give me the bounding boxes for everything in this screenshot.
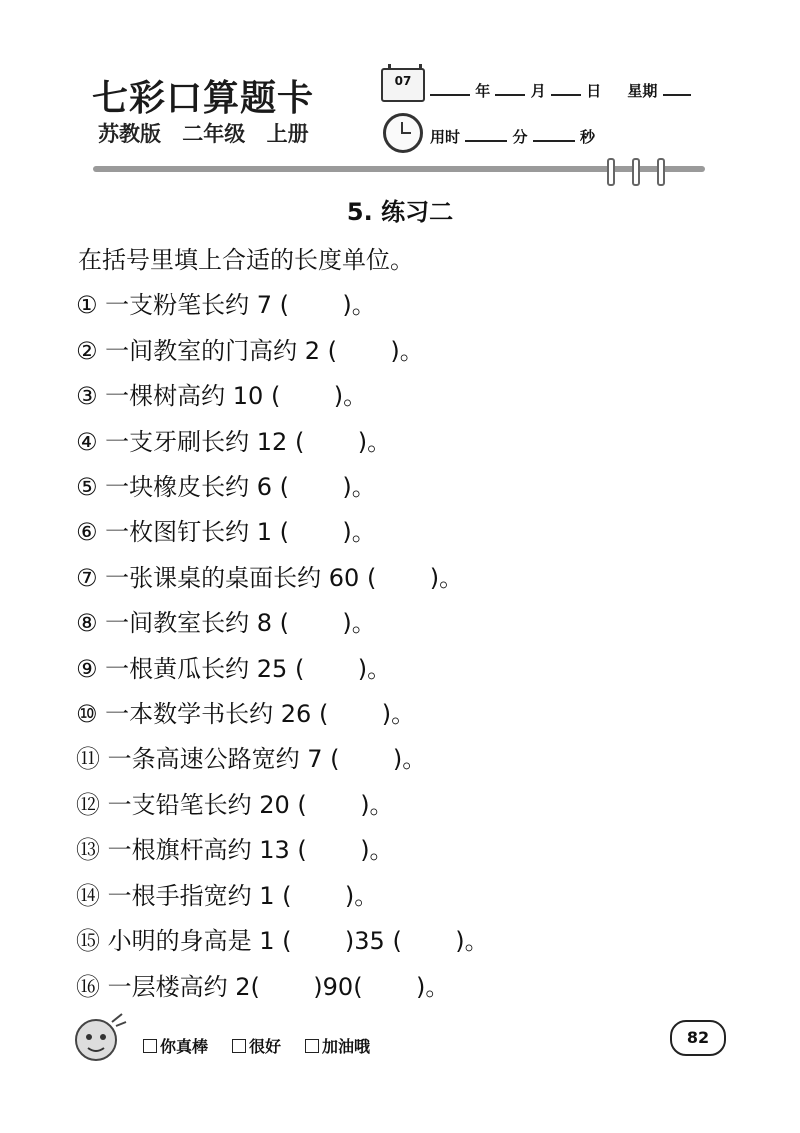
question-item[interactable]: ④ 一支牙刷长约 12 ( )。 <box>76 428 392 456</box>
day-blank[interactable] <box>551 80 581 96</box>
question-item[interactable]: ⑭ 一根手指宽约 1 ( )。 <box>76 882 379 910</box>
instruction-text: 在括号里填上合适的长度单位。 <box>78 246 414 274</box>
time-fields <box>430 126 595 147</box>
rating-option[interactable] <box>305 1034 370 1057</box>
seconds-blank[interactable] <box>533 126 575 142</box>
minutes-label: 分 <box>512 128 528 146</box>
question-item[interactable]: ⑩ 一本数学书长约 26 ( )。 <box>76 700 416 728</box>
calendar-rings <box>388 64 422 70</box>
checkbox-icon[interactable] <box>305 1039 319 1053</box>
rating-label: 很好 <box>249 1037 282 1056</box>
binder-pin-icon <box>607 158 615 186</box>
clock-icon <box>383 113 423 153</box>
calendar-day: 07 <box>394 74 412 88</box>
rating-label: 加油哦 <box>322 1037 371 1056</box>
week-label: 星期 <box>627 82 658 100</box>
seconds-label: 秒 <box>579 128 595 146</box>
binder-pin-icon <box>657 158 665 186</box>
question-item[interactable]: ⑧ 一间教室长约 8 ( )。 <box>76 609 376 637</box>
week-blank[interactable] <box>663 80 691 96</box>
brand-title: 七彩口算题卡 <box>92 78 315 119</box>
rating-option[interactable] <box>232 1034 281 1057</box>
question-item[interactable]: ② 一间教室的门高约 2 ( )。 <box>76 337 424 365</box>
question-item[interactable]: ⑮ 小明的身高是 1 ( )35 ( )。 <box>76 927 489 955</box>
rating-option[interactable] <box>143 1034 208 1057</box>
year-label: 年 <box>475 82 491 100</box>
binder-pin-icon <box>632 158 640 186</box>
month-blank[interactable] <box>495 80 525 96</box>
day-label: 日 <box>586 82 602 100</box>
question-item[interactable]: ⑤ 一块橡皮长约 6 ( )。 <box>76 473 376 501</box>
year-blank[interactable] <box>430 80 470 96</box>
edition-label: 苏教版 二年级 上册 <box>98 122 309 146</box>
page-number: 82 <box>670 1020 726 1056</box>
time-label: 用时 <box>430 128 461 146</box>
section-title: 5. 练习二 <box>346 198 454 226</box>
question-item[interactable]: ① 一支粉笔长约 7 ( )。 <box>76 291 376 319</box>
question-item[interactable]: ⑬ 一根旗杆高约 13 ( )。 <box>76 836 394 864</box>
rating-label: 你真棒 <box>160 1037 209 1056</box>
checkbox-icon[interactable] <box>143 1039 157 1053</box>
minutes-blank[interactable] <box>465 126 507 142</box>
question-item[interactable]: ③ 一棵树高约 10 ( )。 <box>76 382 368 410</box>
question-item[interactable]: ⑦ 一张课桌的桌面长约 60 ( )。 <box>76 564 464 592</box>
question-item[interactable]: ⑯ 一层楼高约 2( )90( )。 <box>76 973 450 1001</box>
month-label: 月 <box>530 82 546 100</box>
question-item[interactable]: ⑪ 一条高速公路宽约 7 ( )。 <box>76 745 427 773</box>
question-item[interactable]: ⑫ 一支铅笔长约 20 ( )。 <box>76 791 394 819</box>
date-fields <box>430 80 691 101</box>
mascot-icon <box>68 1010 130 1072</box>
calendar-icon <box>381 68 425 102</box>
question-item[interactable]: ⑥ 一枚图钉长约 1 ( )。 <box>76 518 376 546</box>
checkbox-icon[interactable] <box>232 1039 246 1053</box>
question-item[interactable]: ⑨ 一根黄瓜长约 25 ( )。 <box>76 655 392 683</box>
